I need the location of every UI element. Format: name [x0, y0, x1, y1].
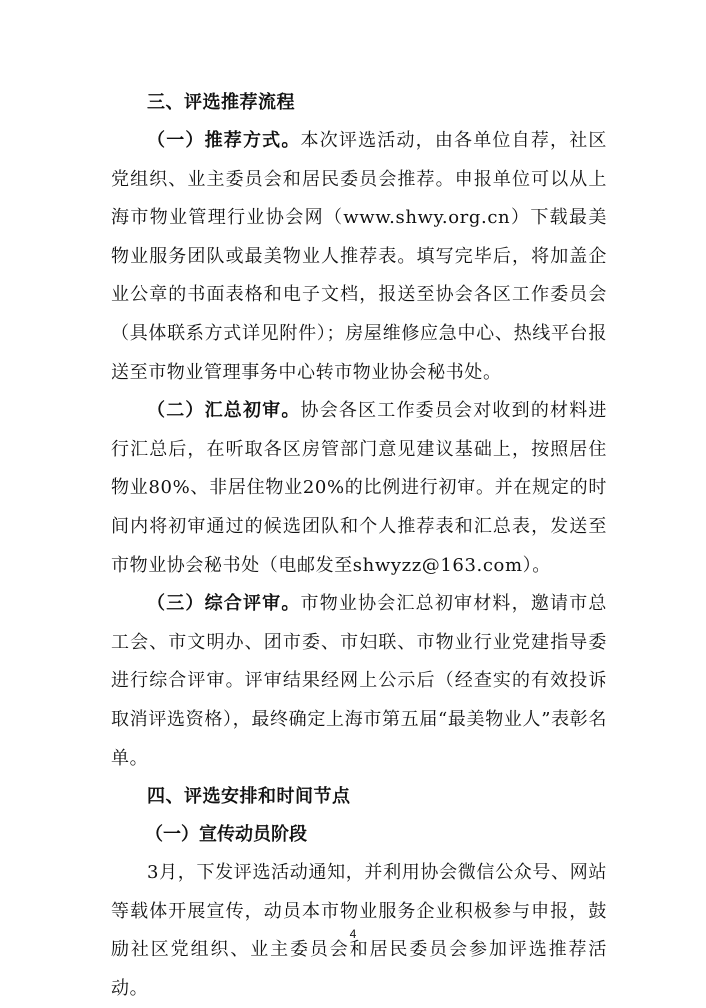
- summary-review-body: 协会各区工作委员会对收到的材料进行汇总后，在听取各区房管部门意见建议基础上，按照居住物业80%、非居住物业20%的比例进行初审。并在规定的时间内将初审通过的候选团队和个人推荐表和汇总表，发送至市物业协会秘书处（电邮发至shwyzz@163.com）。: [111, 400, 607, 576]
- page-number: 4: [349, 927, 357, 941]
- page-content: [111, 84, 607, 1008]
- summary-review-lead: （二）汇总初审。: [147, 400, 301, 422]
- recommendation-method-body: 本次评选活动，由各单位自荐，社区党组织、业主委员会和居民委员会推荐。申报单位可以从上海市物业管理行业协会网（www.shwy.org.cn）下载最美物业服务团队或最美物业人推荐表。填写完毕后，将加盖企业公章的书面表格和电子文档，报送至协会各区工作委员会（具体联系方式详见附件）；房屋维修应急中心、热线平台报送至市物业管理事务中心转市物业协会秘书处。: [111, 130, 607, 383]
- section-four-heading: 四、评选安排和时间节点: [147, 786, 351, 808]
- paragraph-publicity-stage: 3月，下发评选活动通知，并利用协会微信公众号、网站等载体开展宣传，动员本市物业服务企业积极参与申报，鼓励社区党组织、业主委员会和居民委员会参加评选推荐活动。: [111, 862, 607, 999]
- comprehensive-review-lead: （三）综合评审。: [147, 593, 301, 615]
- paragraph-summary-review: [111, 392, 607, 585]
- paragraph-comprehensive-review: [111, 585, 607, 778]
- publicity-stage-heading: （一）宣传动员阶段: [145, 824, 307, 846]
- paragraph-recommendation-method: [111, 122, 607, 392]
- recommendation-method-lead: （一）推荐方式。: [147, 130, 301, 151]
- comprehensive-review-body: 市物业协会汇总初审材料，邀请市总工会、市文明办、团市委、市妇联、市物业行业党建指导委进行综合评审。评审结果经网上公示后（经查实的有效投诉取消评选资格），最终确定上海市第五届“最美物业人”表彰名单。: [111, 593, 607, 769]
- section-three-heading: 三、评选推荐流程: [147, 92, 295, 113]
